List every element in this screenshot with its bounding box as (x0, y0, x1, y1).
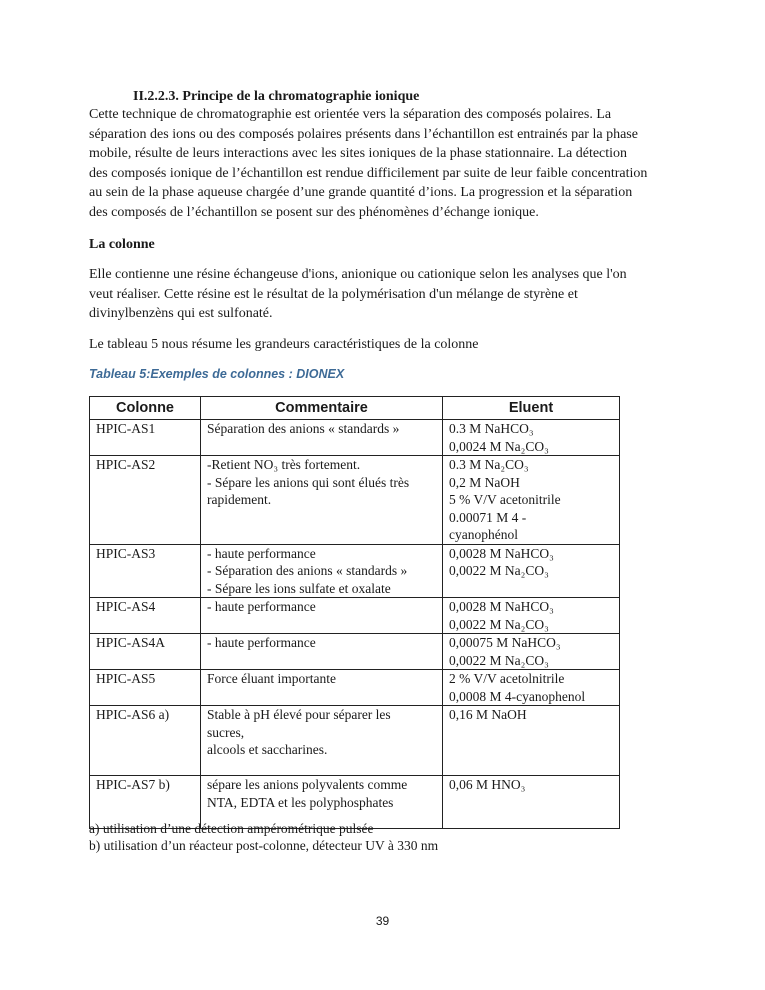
text-line: Cette technique de chromatographie est orientée vers la séparation des composés polaires. La (89, 107, 612, 122)
eluent-line: 5 % V/V acetonitrile (449, 492, 561, 507)
cell-eluent (443, 544, 620, 598)
table-row (90, 598, 620, 634)
cell-commentaire (201, 544, 443, 598)
commentaire-line: Séparation des anions « standards » (207, 421, 400, 436)
note-b: b) utilisation d’un réacteur post-colonne, détecteur UV à 330 nm (89, 838, 439, 853)
eluent-line: 0,16 M NaOH (449, 707, 527, 722)
table-caption: Tableau 5:Exemples de colonnes : DIONEX (89, 367, 345, 381)
table-row (90, 420, 620, 456)
cell-commentaire (201, 706, 443, 776)
colonne-paragraph (89, 265, 676, 324)
cell-colonne (90, 670, 201, 706)
cell-eluent (443, 598, 620, 634)
section-heading: II.2.2.3. Principe de la chromatographie ionique (133, 89, 420, 104)
cell-eluent (443, 776, 620, 829)
cell-commentaire (201, 634, 443, 670)
cell-colonne (90, 706, 201, 776)
cell-commentaire (201, 598, 443, 634)
commentaire-line: Force éluant importante (207, 671, 336, 686)
eluent-line: 0,0022 M Na₂CO₃ (449, 652, 549, 668)
table-header-row (90, 397, 620, 420)
cell-colonne (90, 598, 201, 634)
eluent-line: 0.3 M NaHCO₃ (449, 421, 534, 436)
table-row (90, 706, 620, 776)
colonne-name: HPIC-AS6 a) (96, 707, 170, 722)
eluent-line: cyanophénol (449, 527, 518, 542)
cell-commentaire (201, 670, 443, 706)
cell-colonne (90, 634, 201, 670)
intro-paragraph (89, 105, 676, 223)
eluent-line: 0,0024 M Na₂CO₃ (449, 438, 549, 454)
cell-eluent (443, 670, 620, 706)
cell-colonne (90, 456, 201, 545)
commentaire-line: Stable à pH élevé pour séparer les (207, 707, 391, 722)
eluent-line: 2 % V/V acetolnitrile (449, 671, 565, 686)
text-line: au sein de la phase aqueuse chargée d’une grande quantité d’ions. La progression et la séparation (89, 185, 633, 201)
eluent-line: 0,0028 M NaHCO₃ (449, 545, 554, 561)
colonne-name: HPIC-AS2 (96, 457, 156, 472)
cell-eluent (443, 456, 620, 545)
table-row (90, 544, 620, 598)
commentaire-line: - haute performance (207, 635, 316, 650)
colonne-name: HPIC-AS3 (96, 545, 156, 561)
note-a: a) utilisation d’une détection ampérométrique pulsée (89, 821, 374, 836)
commentaire-line: - Séparation des anions « standards » (207, 563, 408, 578)
eluent-line: 0.3 M Na₂CO₃ (449, 457, 529, 472)
eluent-line: 0,0008 M 4-cyanophenol (449, 688, 586, 704)
commentaire-line: sucres, (207, 724, 245, 740)
header-commentaire: Commentaire (201, 397, 443, 420)
colonne-name: HPIC-AS5 (96, 671, 156, 686)
text-line: des composés ionique de l’échantillon est rendue difficilement par suite de leur faible concentration (89, 165, 648, 181)
commentaire-line: rapidement. (207, 492, 272, 507)
cell-eluent (443, 706, 620, 776)
text-line: divinylbenzèns qui est sulfonaté. (89, 306, 273, 321)
commentaire-line: - Sépare les anions qui sont élués très (207, 474, 410, 490)
eluent-line: 0,00075 M NaHCO₃ (449, 635, 561, 650)
cell-eluent (443, 634, 620, 670)
commentaire-line: -Retient NO₃ très fortement. (207, 457, 361, 472)
colonne-name: HPIC-AS4 (96, 599, 156, 614)
table-row (90, 670, 620, 706)
text-line: veut réaliser. Cette résine est le résultat de la polymérisation d'un mélange de styrène et (89, 286, 578, 302)
eluent-line: 0,06 M HNO₃ (449, 777, 526, 792)
page-number: 39 (375, 914, 390, 928)
columns-table (89, 396, 620, 829)
text-line: séparation des ions ou des composés polaires présents dans l’échantillon est entrainés par la phase (89, 126, 638, 142)
eluent-line: 0,0022 M Na₂CO₃ (449, 616, 549, 632)
cell-commentaire (201, 420, 443, 456)
cell-colonne (90, 420, 201, 456)
commentaire-line: alcools et saccharines. (207, 742, 328, 757)
cell-commentaire (201, 456, 443, 545)
eluent-line: 0,2 M NaOH (449, 474, 520, 490)
subheading-la-colonne: La colonne (89, 237, 155, 252)
commentaire-line: - Sépare les ions sulfate et oxalate (207, 580, 391, 596)
colonne-name: HPIC-AS4A (96, 635, 166, 650)
eluent-line: 0,0022 M Na₂CO₃ (449, 563, 549, 578)
table-row (90, 456, 620, 545)
commentaire-line: NTA, EDTA et les polyphosphates (207, 794, 394, 810)
table-notes (89, 820, 438, 854)
header-eluent: Eluent (443, 397, 620, 420)
text-line: mobile, résulte de leurs interactions avec les sites ioniques de la phase stationnaire. La détection (89, 146, 628, 162)
table-intro: Le tableau 5 nous résume les grandeurs caractéristiques de la colonne (89, 337, 479, 352)
cell-eluent (443, 420, 620, 456)
eluent-line: 0.00071 M 4 - (449, 509, 527, 525)
cell-colonne (90, 544, 201, 598)
colonne-name: HPIC-AS7 b) (96, 777, 170, 792)
commentaire-line: - haute performance (207, 545, 316, 561)
table-row (90, 634, 620, 670)
text-line: des composés de l’échantillon se posent sur des phénomènes d’échange ionique. (89, 204, 539, 220)
eluent-line: 0,0028 M NaHCO₃ (449, 599, 554, 614)
commentaire-line: sépare les anions polyvalents comme (207, 777, 408, 792)
header-colonne: Colonne (90, 397, 201, 420)
commentaire-line: - haute performance (207, 599, 316, 614)
colonne-name: HPIC-AS1 (96, 421, 156, 436)
text-line: Elle contienne une résine échangeuse d'ions, anionique ou cationique selon les analyses que l'on (89, 267, 627, 282)
